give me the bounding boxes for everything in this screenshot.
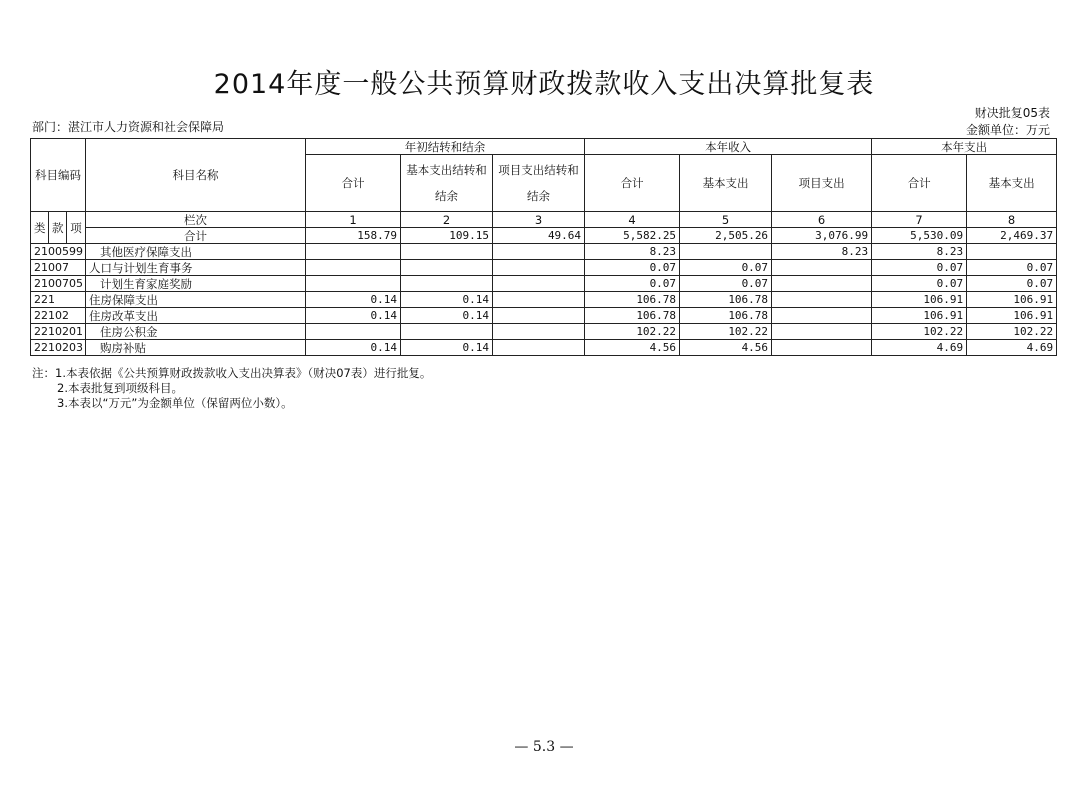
header-expense-total: 合计 bbox=[872, 155, 967, 212]
note-line: 2.本表批复到项级科目。 bbox=[57, 381, 183, 395]
subject-code: 221 bbox=[31, 292, 86, 308]
amount-cell bbox=[401, 276, 493, 292]
header-group-carryover: 年初结转和结余 bbox=[306, 139, 585, 155]
amount-cell bbox=[493, 276, 585, 292]
subject-code: 2210203 bbox=[31, 340, 86, 356]
amount-cell: 106.91 bbox=[967, 292, 1057, 308]
subject-code: 2100599 bbox=[31, 244, 86, 260]
col-num: 8 bbox=[967, 212, 1057, 228]
header-group-income: 本年收入 bbox=[585, 139, 872, 155]
amount-cell bbox=[493, 308, 585, 324]
amount-cell: 0.07 bbox=[872, 276, 967, 292]
amount-cell: 0.14 bbox=[306, 292, 401, 308]
subject-name: 住房公积金 bbox=[86, 324, 306, 340]
amount-cell bbox=[493, 324, 585, 340]
amount-cell bbox=[493, 260, 585, 276]
row-index-label: 栏次 bbox=[86, 212, 306, 228]
col-num: 6 bbox=[772, 212, 872, 228]
col-num: 3 bbox=[493, 212, 585, 228]
subject-name: 其他医疗保障支出 bbox=[86, 244, 306, 260]
amount-cell: 106.78 bbox=[680, 308, 772, 324]
header-income-basic: 基本支出 bbox=[680, 155, 772, 212]
subject-name: 住房保障支出 bbox=[86, 292, 306, 308]
amount-cell: 0.14 bbox=[401, 292, 493, 308]
total-value: 109.15 bbox=[401, 228, 493, 244]
amount-cell bbox=[967, 244, 1057, 260]
header-income-total: 合计 bbox=[585, 155, 680, 212]
header-expense-basic: 基本支出 bbox=[967, 155, 1057, 212]
table-notes bbox=[32, 366, 431, 411]
header-subject-code: 科目编码 bbox=[31, 139, 86, 212]
department-label: 部门：湛江市人力资源和社会保障局 bbox=[32, 120, 225, 134]
subject-name: 人口与计划生育事务 bbox=[86, 260, 306, 276]
amount-cell: 102.22 bbox=[872, 324, 967, 340]
amount-cell: 0.14 bbox=[306, 308, 401, 324]
amount-cell: 8.23 bbox=[585, 244, 680, 260]
page-title: 2014年度一般公共预算财政拨款收入支出决算批复表 bbox=[213, 69, 875, 100]
table-row bbox=[31, 260, 1057, 276]
amount-cell: 0.07 bbox=[680, 260, 772, 276]
amount-cell bbox=[680, 244, 772, 260]
amount-unit: 金额单位：万元 bbox=[965, 123, 1050, 137]
header-kuan: 款 bbox=[49, 212, 67, 244]
amount-cell bbox=[772, 340, 872, 356]
amount-cell: 0.14 bbox=[401, 340, 493, 356]
amount-cell: 102.22 bbox=[585, 324, 680, 340]
amount-cell bbox=[772, 324, 872, 340]
budget-table bbox=[30, 138, 1057, 356]
amount-cell bbox=[306, 276, 401, 292]
amount-cell: 0.07 bbox=[872, 260, 967, 276]
amount-cell: 0.07 bbox=[585, 276, 680, 292]
col-num: 2 bbox=[401, 212, 493, 228]
amount-cell: 106.78 bbox=[585, 308, 680, 324]
amount-cell: 106.91 bbox=[967, 308, 1057, 324]
amount-cell bbox=[401, 324, 493, 340]
col-num: 1 bbox=[306, 212, 401, 228]
header-basic-carryover: 基本支出结转和结余 bbox=[401, 155, 493, 212]
table-row bbox=[31, 292, 1057, 308]
amount-cell: 0.14 bbox=[401, 308, 493, 324]
header-group-expense: 本年支出 bbox=[872, 139, 1057, 155]
amount-cell: 4.56 bbox=[585, 340, 680, 356]
amount-cell: 102.22 bbox=[680, 324, 772, 340]
amount-cell: 106.91 bbox=[872, 292, 967, 308]
amount-cell: 8.23 bbox=[772, 244, 872, 260]
subject-code: 2100705 bbox=[31, 276, 86, 292]
note-line: 注：1.本表依据《公共预算财政拨款收入支出决算表》（财决07表）进行批复。 bbox=[32, 366, 432, 380]
amount-cell bbox=[306, 260, 401, 276]
col-num: 4 bbox=[585, 212, 680, 228]
table-row bbox=[31, 324, 1057, 340]
total-row bbox=[31, 228, 1057, 244]
amount-cell: 4.69 bbox=[967, 340, 1057, 356]
subject-code: 2210201 bbox=[31, 324, 86, 340]
amount-cell: 106.78 bbox=[680, 292, 772, 308]
total-value: 5,530.09 bbox=[872, 228, 967, 244]
amount-cell bbox=[772, 292, 872, 308]
amount-cell bbox=[306, 324, 401, 340]
total-value: 158.79 bbox=[306, 228, 401, 244]
amount-cell: 0.07 bbox=[967, 260, 1057, 276]
subject-name: 计划生育家庭奖励 bbox=[86, 276, 306, 292]
amount-cell bbox=[772, 308, 872, 324]
col-num: 5 bbox=[680, 212, 772, 228]
subject-name: 住房改革支出 bbox=[86, 308, 306, 324]
amount-cell bbox=[306, 244, 401, 260]
amount-cell: 0.07 bbox=[680, 276, 772, 292]
amount-cell bbox=[493, 244, 585, 260]
amount-cell: 0.07 bbox=[585, 260, 680, 276]
subject-code: 22102 bbox=[31, 308, 86, 324]
subject-code: 21007 bbox=[31, 260, 86, 276]
header-subject-name: 科目名称 bbox=[86, 139, 306, 212]
header-xiang: 项 bbox=[67, 212, 86, 244]
amount-cell bbox=[401, 260, 493, 276]
amount-cell: 106.78 bbox=[585, 292, 680, 308]
amount-cell bbox=[772, 276, 872, 292]
amount-cell: 8.23 bbox=[872, 244, 967, 260]
note-line: 3.本表以“万元”为金额单位（保留两位小数）。 bbox=[57, 396, 293, 410]
total-value: 3,076.99 bbox=[772, 228, 872, 244]
total-value: 49.64 bbox=[493, 228, 585, 244]
amount-cell bbox=[401, 244, 493, 260]
amount-cell: 4.56 bbox=[680, 340, 772, 356]
amount-cell bbox=[772, 260, 872, 276]
col-num: 7 bbox=[872, 212, 967, 228]
header-project-carryover: 项目支出结转和结余 bbox=[493, 155, 585, 212]
header-lei: 类 bbox=[31, 212, 49, 244]
header-carryover-total: 合计 bbox=[306, 155, 401, 212]
amount-cell: 102.22 bbox=[967, 324, 1057, 340]
document-code: 财决批复05表 bbox=[974, 106, 1050, 120]
header-income-project: 项目支出 bbox=[772, 155, 872, 212]
amount-cell: 0.07 bbox=[967, 276, 1057, 292]
amount-cell bbox=[493, 292, 585, 308]
total-label: 合计 bbox=[86, 228, 306, 244]
amount-cell: 106.91 bbox=[872, 308, 967, 324]
table-row bbox=[31, 340, 1057, 356]
total-value: 2,505.26 bbox=[680, 228, 772, 244]
total-value: 5,582.25 bbox=[585, 228, 680, 244]
table-row bbox=[31, 244, 1057, 260]
total-value: 2,469.37 bbox=[967, 228, 1057, 244]
table-row bbox=[31, 276, 1057, 292]
amount-cell: 0.14 bbox=[306, 340, 401, 356]
amount-cell: 4.69 bbox=[872, 340, 967, 356]
page-number: — 5.3 — bbox=[514, 739, 574, 755]
table-row bbox=[31, 308, 1057, 324]
amount-cell bbox=[493, 340, 585, 356]
subject-name: 购房补贴 bbox=[86, 340, 306, 356]
